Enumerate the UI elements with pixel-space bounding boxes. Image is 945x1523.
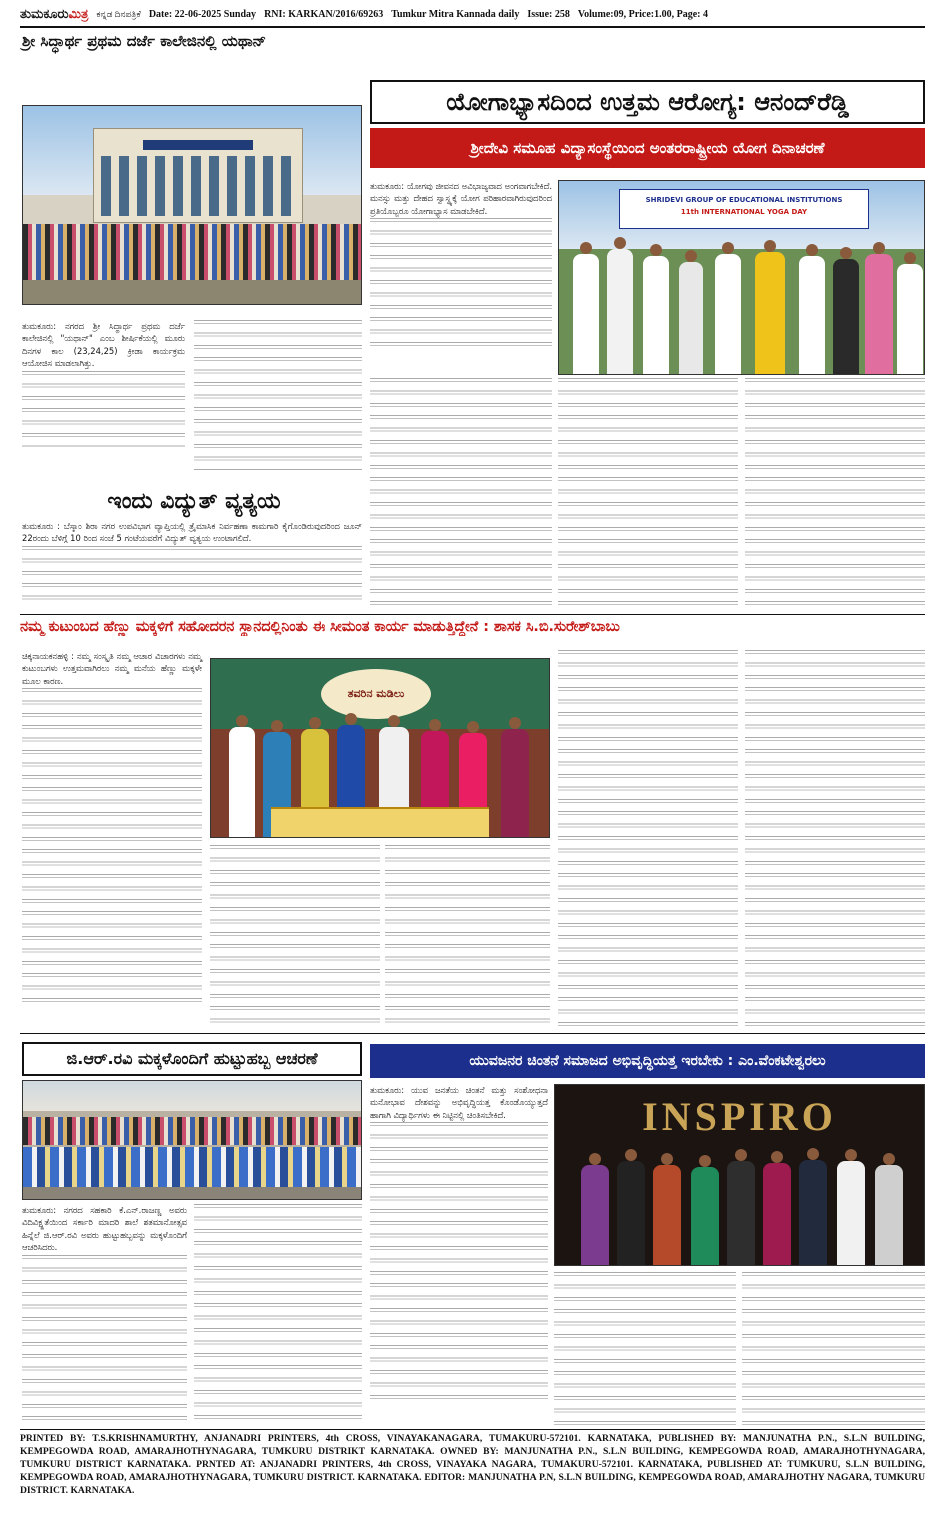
section-rule-1 [20, 614, 925, 615]
yoga-banner-event: 11th INTERNATIONAL YOGA DAY [680, 208, 808, 216]
inspiro-banner: INSPIRO [642, 1094, 837, 1139]
masthead-rule [20, 26, 925, 28]
inspiro-body-col3 [742, 1272, 925, 1426]
yathan-headline: ಶ್ರೀ ಸಿದ್ಧಾರ್ಥ ಪ್ರಥಮ ದರ್ಜೆ ಕಾಲೇಜಿನಲ್ಲಿ ಯಥಾನ್ [22, 32, 267, 50]
yoga-subhead: ಶ್ರೀದೇವಿ ಸಮೂಹ ವಿದ್ಯಾಸಂಸ್ಥೆಯಿಂದ ಅಂತರರಾಷ್ಟ್ರೀಯ ಯೋಗ ದಿನಾಚರಣೆ [470, 139, 825, 157]
logo-subtitle: ಕನ್ನಡ ದಿನಪತ್ರಿಕೆ [96, 8, 141, 19]
inspiro-body-lead: ತುಮಕೂರು: ಯುವ ಜನತೆಯ ಚಿಂತನೆ ಮತ್ತು ಸಂಶೋಧನಾ ಮನೋಭಾವ ದೇಶವನ್ನು ಅಭಿವೃದ್ಧಿಯತ್ತ ಕೊಂಡೊಯ್ಯುತ್ತದೆ ಹಾಗಾಗಿ ವಿದ್ಯಾರ್ಥಿಗಳು ಈ ನಿಟ್ಟಿನಲ್ಲಿ ಚಿಂತಿಸಬೇಕಿದೆ. [370, 1085, 548, 1120]
inspiro-body-col2 [554, 1272, 736, 1426]
birthday-body-col1 [22, 1204, 187, 1426]
seemantha-body-col1 [22, 650, 202, 1030]
inspiro-headline-band [370, 1044, 925, 1078]
rni-number: RNI: KARKAN/2016/69263 [264, 8, 384, 20]
yathan-body-lead: ತುಮಕೂರು: ನಗರದ ಶ್ರೀ ಸಿದ್ಧಾರ್ಥ ಪ್ರಥಮ ದರ್ಜೆ ಕಾಲೇಜಿನಲ್ಲಿ "ಯಥಾನ್" ಎಂಬ ಶೀರ್ಷಿಕೆಯಲ್ಲಿ ಮೂರು ದಿನಗಳ ಕಾಲ (23,24,25) ಕ್ರೀಡಾ ಕಾರ್ಯಕ್ರಮ ಆಯೋಜಿಸ ಮಾಡಲಾಗಿತ್ತು. [22, 321, 185, 369]
yathan-photo [22, 105, 362, 305]
yoga-headline: ಯೋಗಾಭ್ಯಾಸದಿಂದ ಉತ್ತಮ ಆರೋಗ್ಯ: ಆನಂದ್‌ರೆಡ್ಡಿ [370, 80, 925, 124]
seemantha-headline: ನಮ್ಮ ಕುಟುಂಬದ ಹೆಣ್ಣು ಮಕ್ಕಳಿಗೆ ಸಹೋದರನ ಸ್ಥಾನದಲ್ಲಿನಿಂತು ಈ ಸೀಮಂತ ಕಾರ್ಯ ಮಾಡುತ್ತಿದ್ದೇನೆ : ಶಾಸಕ ಸಿ.ಬಿ.ಸುರೇಶ್‌ಬಾಬು [20, 620, 620, 635]
yoga-banner-org: SHRIDEVI GROUP OF EDUCATIONAL INSTITUTIONS [645, 196, 843, 204]
footer-imprint: PRINTED BY: T.S.KRISHNAMURTHY, ANJANADRI PRINTERS, 4th CROSS, VINAYAKANAGARA, TUMAKURU-572101. KARNATAKA, PUBLISHED BY: MANJUNATHA P.N., S.L.N BUILDING, KEMPEGOWDA ROAD, AMARAJHOTHYNAGARA, TUMKURU DISTRIKT KARNATAKA. OWNED BY: MANJUNATHA P.N., S.L.N BUILDING, KEMPEGOWDA ROAD, AMARAJHOTHYNAGARA, TUMKURU DISTRICT KARNATAKA. PRNTED AT: ANJANADRI PRINTERS, 4th CROSS, VINAYAKA NAGARA, TUMAKURU-572101. KARNATAKA, PUBLISHED AT: TUMKURU, S.L.N BUILDING, KEMPEGOWDA ROAD, AMARAJHOTHYNAGARA, TUMKURU DISTRICT. KARNATAKA. EDITOR: MANJUNATHA P.N, S.L.N BUILDING, KEMPEGOWDA ROAD, AMARAJHOTHY NAGARA, TUMKURU DISTRICT. KARNATAKA. [20, 1433, 925, 1496]
footer-rule [20, 1429, 925, 1430]
yoga-body-col3 [745, 378, 925, 610]
birthday-body-col2 [194, 1204, 362, 1426]
issue-number: Issue: 258 [527, 8, 570, 20]
seemantha-body-col5 [745, 650, 925, 1030]
seemantha-banner: ತವರಿನ ಮಡಿಲು [347, 687, 405, 700]
power-cut-lead: ತುಮಕೂರು : ಬೆಸ್ಕಾಂ ಶಿರಾ ನಗರ ಉಪವಿಭಾಗ ವ್ಯಾಪ್ತಿಯಲ್ಲಿ ತ್ರೈಮಾಸಿಕ ನಿರ್ವಹಣಾ ಕಾಮಗಾರಿ ಕೈಗೊಂಡಿರುವುದರಿಂದ ಜೂನ್ 22ರಂದು ಬೆಳಿಗ್ಗೆ 10 ರಿಂದ ಸಂಜೆ 5 ಗಂಟೆಯವರೆಗೆ ವಿದ್ಯುತ್ ವ್ಯತ್ಯಯ ಉಂಟಾಗಲಿದೆ. [22, 521, 362, 544]
birthday-photo [22, 1080, 362, 1200]
yoga-body-col1 [370, 180, 552, 370]
inspiro-body-col1 [370, 1084, 548, 1426]
masthead [20, 4, 925, 24]
yathan-body-col2 [194, 320, 362, 470]
inspiro-headline: ಯುವಜನರ ಚಿಂತನೆ ಸಮಾಜದ ಅಭಿವೃದ್ಧಿಯತ್ತ ಇರಬೇಕು : ಎಂ.ವೆಂಕಟೇಶ್ವರಲು [469, 1053, 826, 1069]
power-cut-headline: ಇಂದು ವಿದ್ಯುತ್ ವ್ಯತ್ಯಯ [107, 489, 281, 514]
seemantha-body-col2 [210, 845, 380, 1030]
birthday-headline: ಜಿ.ಆರ್.ರವಿ ಮಕ್ಕಳೊಂದಿಗೆ ಹುಟ್ಟುಹಬ್ಬ ಆಚರಣೆ [22, 1042, 362, 1076]
inspiro-photo [554, 1084, 925, 1266]
seemantha-photo [210, 658, 550, 838]
volume-price-page: Volume:09, Price:1.00, Page: 4 [577, 8, 708, 20]
newspaper-logo: ತುಮಕೂರುಮಿತ್ರ [20, 6, 89, 22]
paper-name: Tumkur Mitra Kannada daily [391, 8, 520, 20]
yoga-body-col2 [558, 378, 738, 610]
seemantha-body-col3 [385, 845, 550, 1030]
seemantha-body-lead: ಚಿಕ್ಕನಾಯಕನಹಳ್ಳಿ : ನಮ್ಮ ಸಂಸ್ಕೃತಿ ನಮ್ಮ ಆಚಾರ ವಿಚಾರಗಳು ನಮ್ಮ ಕುಟುಂಬಗಳು ಉತ್ತಮವಾಗಿರಲು ನಮ್ಮ ಮನೆಯ ಹೆಣ್ಣು ಮಕ್ಕಳೇ ಮೂಲ ಕಾರಣ. [22, 651, 202, 686]
yoga-body-col1b [370, 378, 552, 610]
power-cut-body [22, 520, 362, 610]
yoga-body-lead: ತುಮಕೂರು: ಯೋಗವು ಜೀವನದ ಅವಿಭಾಜ್ಯವಾದ ಅಂಗವಾಗಬೇಕಿದೆ. ಮನಸ್ಸು ಮತ್ತು ದೇಹದ ಸ್ವಾಸ್ಥ್ಯಕ್ಕೆ ಯೋಗ ಪರಿಹಾರವಾಗಿರುವುದರಿಂದ ಪ್ರತಿಯೊಬ್ಬರೂ ಯೋಗಾಭ್ಯಾಸ ಮಾಡಬೇಕಿದೆ. [370, 181, 552, 216]
yoga-subhead-band [370, 128, 925, 168]
section-rule-2 [20, 1033, 925, 1034]
seemantha-body-col4 [558, 650, 738, 1030]
issue-date: Date: 22-06-2025 Sunday [148, 8, 257, 20]
birthday-body-lead: ತುಮಕೂರು: ನಗರದ ಸಹಕಾರಿ ಕೆ.ಎನ್.ರಾಜಣ್ಣ ಅವರು ವಿದಿವಿಕ್ಷ್ಣತೆಯಿಂದ ಸರ್ಕಾರಿ ಮಾದರಿ ಶಾಲೆ ಶತಮಾನೋತ್ಸವ ಹಿನ್ನೆಲೆ ಜಿ.ಆರ್.ರವಿ ಅವರು ಹುಟ್ಟುಹಬ್ಬವನ್ನು ಮಕ್ಕಳೊಂದಿಗೆ ಆಚರಿಸಿದರು. [22, 1205, 187, 1253]
yoga-photo [558, 180, 925, 375]
yathan-body-col1 [22, 320, 185, 470]
